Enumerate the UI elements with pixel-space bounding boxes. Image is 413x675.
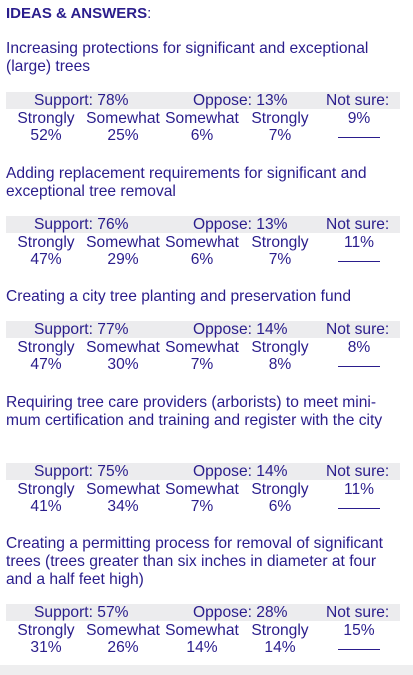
oppose-somewhat-label: Somewhat bbox=[165, 622, 239, 639]
support-somewhat-value: 29% bbox=[107, 251, 139, 268]
oppose-somewhat-label: Somewhat bbox=[165, 481, 239, 498]
question-text: Creating a permitting process for removal of significant trees (trees greater than six inches in diameter at four and a half feet high) bbox=[6, 535, 384, 588]
not-sure-label: Not sure: bbox=[326, 92, 390, 109]
oppose-somewhat-label: Somewhat bbox=[165, 234, 239, 251]
not-sure-label: Not sure: bbox=[326, 216, 390, 233]
oppose-total: Oppose: 14% bbox=[193, 463, 288, 480]
not-sure-rule bbox=[338, 366, 380, 367]
bottom-bar bbox=[0, 665, 413, 675]
support-somewhat-label: Somewhat bbox=[86, 339, 160, 356]
oppose-strongly-label: Strongly bbox=[251, 234, 309, 251]
oppose-somewhat-value: 14% bbox=[186, 639, 218, 656]
not-sure-value: 9% bbox=[347, 110, 371, 127]
question-text: Increasing protections for significant and exceptional (large) trees bbox=[6, 40, 369, 75]
oppose-total: Oppose: 13% bbox=[193, 216, 288, 233]
not-sure-value: 8% bbox=[347, 339, 371, 356]
support-total: Support: 78% bbox=[34, 92, 129, 109]
oppose-strongly-value: 8% bbox=[268, 356, 292, 373]
not-sure-label: Not sure: bbox=[326, 604, 390, 621]
support-strongly-value: 41% bbox=[30, 498, 62, 515]
oppose-strongly-label: Strongly bbox=[251, 339, 309, 356]
not-sure-value: 11% bbox=[343, 234, 375, 251]
support-somewhat-value: 26% bbox=[107, 639, 139, 656]
not-sure-label: Not sure: bbox=[326, 463, 390, 480]
question-text: Adding replacement requirements for significant and exceptional tree removal bbox=[6, 165, 367, 200]
question-text: Requiring tree care providers (arborists) to meet mini-mum certification and training and register with the city bbox=[6, 394, 383, 429]
oppose-strongly-value: 7% bbox=[268, 251, 292, 268]
question-text: Creating a city tree planting and preservation fund bbox=[6, 288, 352, 305]
support-somewhat-value: 25% bbox=[107, 127, 139, 144]
support-strongly-value: 52% bbox=[30, 127, 62, 144]
oppose-strongly-value: 7% bbox=[268, 127, 292, 144]
support-somewhat-label: Somewhat bbox=[86, 110, 160, 127]
oppose-strongly-label: Strongly bbox=[251, 481, 309, 498]
oppose-somewhat-value: 7% bbox=[190, 498, 214, 515]
support-somewhat-label: Somewhat bbox=[86, 622, 160, 639]
support-strongly-label: Strongly bbox=[17, 110, 75, 127]
results-table bbox=[6, 216, 400, 267]
heading-colon: : bbox=[147, 5, 152, 22]
not-sure-value: 15% bbox=[343, 622, 375, 639]
page-heading bbox=[6, 5, 151, 23]
not-sure-label: Not sure: bbox=[326, 321, 390, 338]
support-strongly-value: 31% bbox=[30, 639, 62, 656]
results-table bbox=[6, 321, 400, 372]
support-somewhat-label: Somewhat bbox=[86, 234, 160, 251]
support-total: Support: 76% bbox=[34, 216, 129, 233]
oppose-total: Oppose: 28% bbox=[193, 604, 288, 621]
support-strongly-label: Strongly bbox=[17, 234, 75, 251]
support-strongly-value: 47% bbox=[30, 356, 62, 373]
oppose-total: Oppose: 13% bbox=[193, 92, 288, 109]
support-strongly-label: Strongly bbox=[17, 339, 75, 356]
not-sure-rule bbox=[338, 137, 380, 138]
support-strongly-label: Strongly bbox=[17, 622, 75, 639]
support-total: Support: 77% bbox=[34, 321, 129, 338]
support-strongly-label: Strongly bbox=[17, 481, 75, 498]
results-table bbox=[6, 604, 400, 655]
results-table bbox=[6, 92, 400, 143]
heading-title: IDEAS & ANSWERS bbox=[6, 5, 148, 22]
not-sure-rule bbox=[338, 649, 380, 650]
support-somewhat-value: 30% bbox=[107, 356, 139, 373]
not-sure-rule bbox=[338, 508, 380, 509]
not-sure-value: 11% bbox=[343, 481, 375, 498]
support-somewhat-label: Somewhat bbox=[86, 481, 160, 498]
oppose-somewhat-label: Somewhat bbox=[165, 339, 239, 356]
oppose-somewhat-value: 6% bbox=[190, 251, 214, 268]
results-table bbox=[6, 463, 400, 514]
oppose-somewhat-label: Somewhat bbox=[165, 110, 239, 127]
oppose-somewhat-value: 6% bbox=[190, 127, 214, 144]
support-total: Support: 75% bbox=[34, 463, 129, 480]
support-total: Support: 57% bbox=[34, 604, 129, 621]
support-strongly-value: 47% bbox=[30, 251, 62, 268]
oppose-somewhat-value: 7% bbox=[190, 356, 214, 373]
oppose-strongly-label: Strongly bbox=[251, 110, 309, 127]
oppose-strongly-label: Strongly bbox=[251, 622, 309, 639]
support-somewhat-value: 34% bbox=[107, 498, 139, 515]
oppose-total: Oppose: 14% bbox=[193, 321, 288, 338]
not-sure-rule bbox=[338, 261, 380, 262]
oppose-strongly-value: 6% bbox=[268, 498, 292, 515]
oppose-strongly-value: 14% bbox=[264, 639, 296, 656]
